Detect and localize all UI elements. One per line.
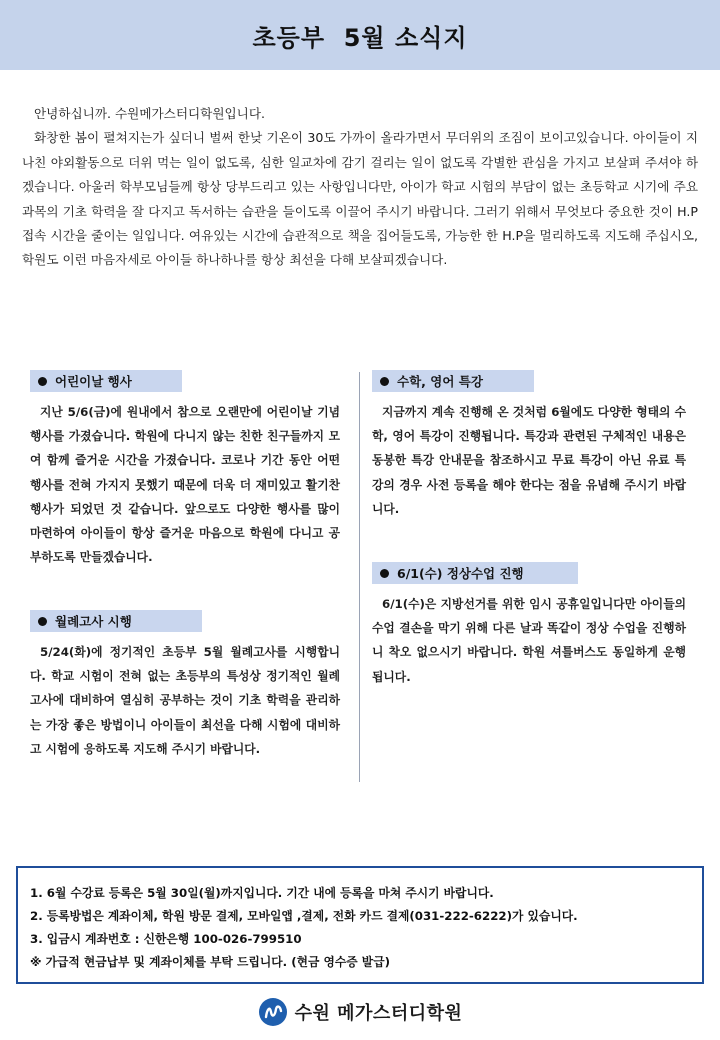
- notice-line: 1. 6월 수강료 등록은 5월 30일(월)까지입니다. 기간 내에 등록을 마쳐 주시기 바랍니다.: [30, 886, 494, 900]
- tuition-notice-box: [16, 866, 704, 984]
- section-regular-class: [372, 562, 686, 689]
- column-divider: [359, 372, 360, 782]
- intro-letter: [22, 102, 698, 273]
- section-text: 5/24(화)에 정기적인 초등부 5월 월례고사를 시행합니다. 학교 시험이 전혀 없는 초등부의 특성상 정기적인 월례고사에 대비하여 열심히 공부하는 것이 기초 학력을 관리하는 가장 좋은 방법이니 아이들이 최선을 다해 시험에 대비하고 시험에 응하도록 지도해 주시기 바랍니다.: [30, 645, 340, 756]
- section-title: 어린이날 행사: [55, 374, 132, 389]
- section-heading: [372, 370, 534, 392]
- section-heading: [372, 562, 578, 584]
- section-text: 지난 5/6(금)에 원내에서 참으로 오랜만에 어린이날 기념 행사를 가졌습니다. 학원에 다니지 않는 친한 친구들까지 모여 함께 즐거운 시간을 가졌습니다. 코로나 기간 동안 어떤 행사를 전혀 가지지 못했기 때문에 더욱 더 재미있고 활기찬 행사가 되었던 것 같습니다. 앞으로도 다양한 행사를 많이 마련하여 아이들이 항상 즐거운 마음으로 학원에 다니고 공부하도록 만들겠습니다.: [30, 405, 340, 565]
- section-text: 지금까지 계속 진행해 온 것처럼 6월에도 다양한 형태의 수학, 영어 특강이 진행됩니다. 특강과 관련된 구체적인 내용은 동봉한 특강 안내문을 참조하시고 무료 특강이 아닌 유료 특강의 경우 사전 등록을 해야 한다는 점을 유념해 주시기 바랍니다.: [372, 405, 686, 516]
- notice-line: 2. 등록방법은 계좌이체, 학원 방문 결제, 모바일앱 ,결제, 전화 카드 결제(031-222-6222)가 있습니다.: [30, 909, 578, 923]
- section-title: 월례고사 시행: [55, 614, 132, 629]
- section-childrens-day: [30, 370, 340, 569]
- section-body: [30, 640, 340, 761]
- section-body: [30, 400, 340, 569]
- section-text: 6/1(수)은 지방선거를 위한 임시 공휴일입니다만 아이들의 수업 결손을 막기 위해 다른 날과 똑같이 정상 수업을 진행하니 착오 없으시기 바랍니다. 학원 셔틀버스도 동일하게 운행됩니다.: [372, 597, 686, 684]
- section-monthly-exam: [30, 610, 340, 761]
- intro-greeting: 안녕하십니까. 수원메가스터디학원입니다.: [34, 106, 265, 121]
- section-body: [372, 592, 686, 689]
- section-heading: [30, 370, 182, 392]
- newsletter-header: [0, 0, 720, 70]
- academy-logo-icon: [258, 997, 288, 1027]
- newsletter-title: 초등부 5월 소식지: [252, 23, 468, 52]
- section-title: 수학, 영어 특강: [397, 374, 483, 389]
- footer: [0, 992, 720, 1032]
- bullet-icon: [380, 377, 389, 386]
- section-heading: [30, 610, 202, 632]
- bullet-icon: [38, 377, 47, 386]
- academy-name: 수원 메가스터디학원: [294, 1003, 463, 1024]
- notice-line: ※ 가급적 현금납부 및 계좌이체를 부탁 드립니다. (현금 영수증 발급): [30, 955, 390, 969]
- section-body: [372, 400, 686, 521]
- bullet-icon: [380, 569, 389, 578]
- notice-line: 3. 입금시 계좌번호 : 신한은행 100-026-799510: [30, 932, 302, 946]
- section-special-lectures: [372, 370, 686, 521]
- intro-body: 화창한 봄이 펼쳐지는가 싶더니 벌써 한낮 기온이 30도 가까이 올라가면서 무더위의 조짐이 보이고있습니다. 아이들이 지나친 야외활동으로 더위 먹는 일이 없도록, 심한 일교차에 감기 걸리는 일이 없도록 각별한 관심을 가지고 보살펴 주셔야 하겠습니다. 아울러 학부모님들께 항상 당부드리고 있는 사항입니다만, 아이가 학교 시험의 부담이 없는 초등학교 시기에 주요 과목의 기초 학력을 잘 다지고 독서하는 습관을 들이도록 이끌어 주시기 바랍니다. 그러기 위해서 무엇보다 중요한 것이 H.P 접속 시간을 줄이는 일입니다. 여유있는 시간에 습관적으로 책을 집어들도록, 가능한 한 H.P을 멀리하도록 지도해 주십시오, 학원도 이런 마음자세로 아이들 하나하나를 항상 최선을 다해 보살피겠습니다.: [22, 130, 698, 268]
- section-title: 6/1(수) 정상수업 진행: [397, 566, 524, 581]
- bullet-icon: [38, 617, 47, 626]
